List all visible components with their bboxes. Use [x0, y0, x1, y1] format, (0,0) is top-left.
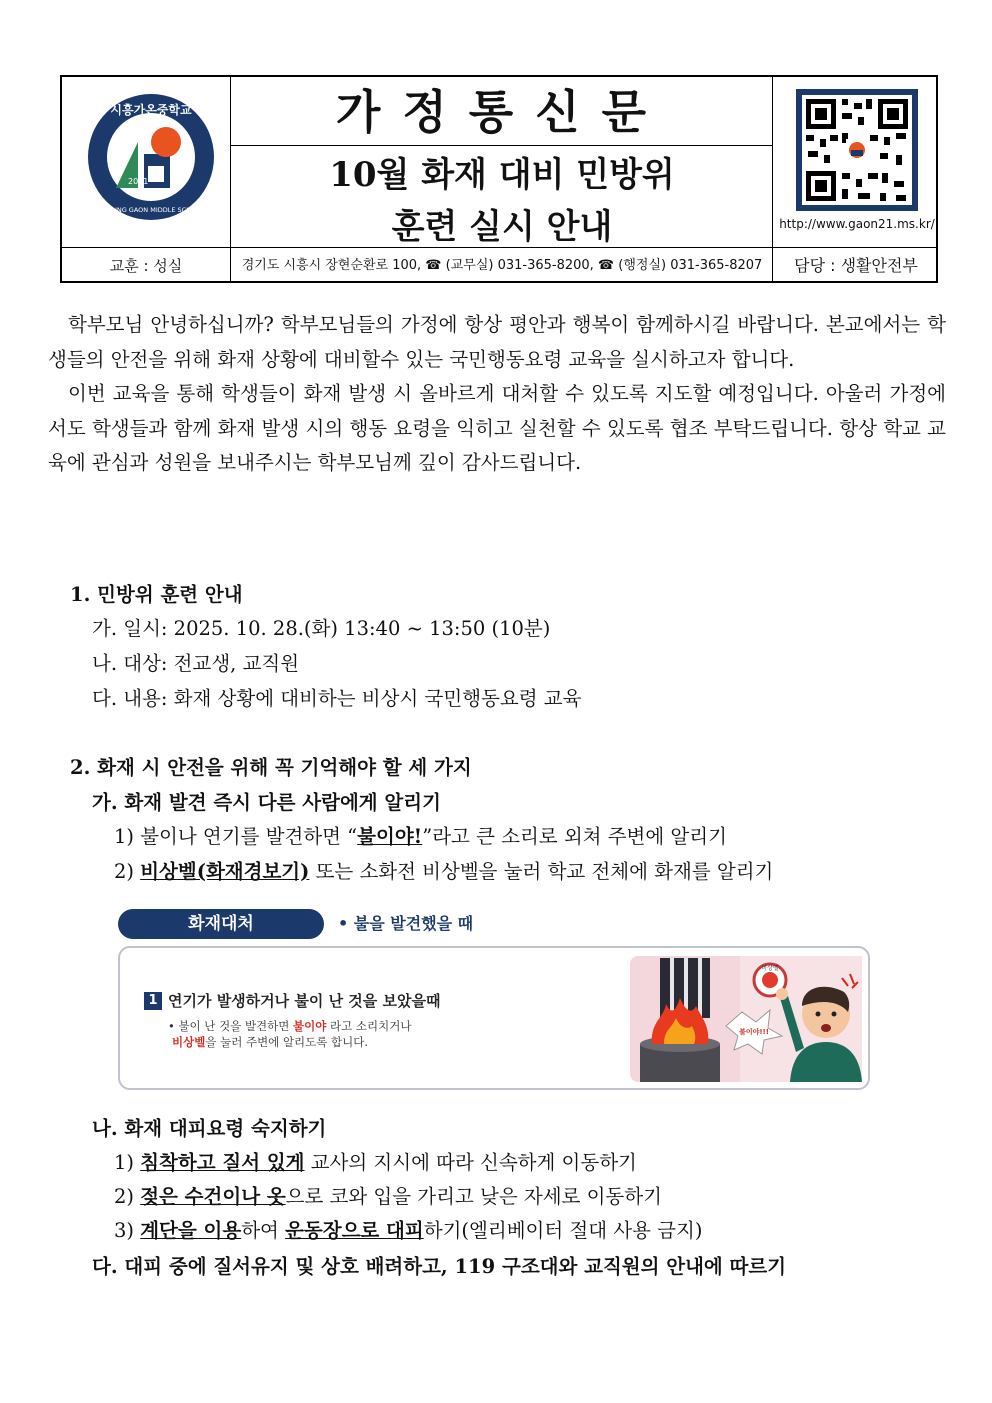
emphasis-text: 불이야! [357, 825, 423, 848]
text-run: ”라고 큰 소리로 외쳐 주변에 알리기 [422, 825, 727, 848]
figure-box [118, 946, 870, 1090]
speech-bubble: 불이야!!! [739, 1028, 769, 1036]
text-run: 1) [114, 1151, 141, 1174]
text-run: 2) [114, 1185, 141, 1208]
figure-line-1 [168, 1018, 411, 1034]
page-subtitle [232, 149, 772, 253]
intro-paragraph-1: 학부모님 안녕하십니까? 학부모님들의 가정에 항상 평안과 행복이 함께하시길 바랍니다. 본교에서는 학생들의 안전을 위해 화재 상황에 대비할수 있는 국민행동요령 교육을 실시하고자 합니다. [48, 313, 946, 371]
emphasis-text: 비상벨 [172, 1035, 206, 1049]
logo-text-top: 시흥가온중학교 [110, 103, 192, 117]
text-run: • 불이 난 것을 발견하면 [168, 1019, 294, 1033]
figure-banner: 화재대처 [118, 909, 324, 939]
figure-line-2 [172, 1034, 368, 1050]
section-1-item: 다. 내용: 화재 상황에 대비하는 비상시 국민행동요령 교육 [92, 687, 582, 710]
logo-year: 2021 [128, 177, 149, 186]
section-2b-title: 나. 화재 대피요령 숙지하기 [92, 1117, 327, 1140]
school-address: 경기도 시흥시 장현순환로 100, ☎ (교무실) 031-365-8200, ☎ (행정실) 031-365-8207 [241, 258, 763, 273]
text-run: 으로 코와 입을 가리고 낮은 자세로 이동하기 [285, 1185, 662, 1208]
subtitle-line-2: 훈련 실시 안내 [391, 207, 613, 247]
section-2b-item-3 [114, 1214, 702, 1249]
school-logo [86, 92, 216, 222]
section-2c-title: 다. 대피 중에 질서유지 및 상호 배려하고, 119 구조대와 교직원의 안내에 따르기 [92, 1255, 787, 1278]
responsible-dept: 담당 : 생활안전부 [794, 256, 918, 275]
bell-label: 비상벨 [761, 965, 779, 972]
text-run: 하여 [241, 1219, 286, 1242]
section-2a-item-1 [114, 820, 727, 855]
header-table [60, 75, 938, 283]
text-run: 2) [114, 860, 141, 883]
text-run: 또는 소화전 비상벨을 눌러 학교 전체에 화재를 알리기 [309, 860, 774, 883]
section-2b-item-1 [114, 1146, 637, 1181]
subtitle-line-1: 10월 화재 대비 민방위 [329, 155, 675, 195]
fire-alarm-illustration [630, 956, 862, 1082]
text-run: 교사의 지시에 따라 신속하게 이동하기 [304, 1151, 637, 1174]
section-2-heading: 2. 화재 시 안전을 위해 꼭 기억해야 할 세 가지 [70, 756, 472, 779]
figure-heading: 연기가 발생하거나 불이 난 것을 보았을때 [168, 992, 441, 1010]
intro-text [48, 308, 946, 481]
section-1-item: 나. 대상: 전교생, 교직원 [92, 652, 300, 675]
school-motto: 교훈 : 성실 [109, 257, 183, 275]
text-run: 을 눌러 주변에 알리도록 합니다. [205, 1035, 369, 1049]
figure-number-badge: 1 [144, 992, 162, 1010]
section-2a-item-2 [114, 855, 773, 890]
text-run: 1) 불이나 연기를 발견하면 “ [114, 825, 358, 848]
emphasis-text: 계단을 이용 [140, 1219, 242, 1242]
qr-code[interactable] [796, 89, 918, 211]
emphasis-text: 비상벨(화재경보기) [140, 860, 310, 883]
section-2a-title: 가. 화재 발견 즉시 다른 사람에게 알리기 [92, 791, 441, 814]
figure-banner-subtitle: • 불을 발견했을 때 [338, 914, 474, 933]
text-run: 라고 소리치거나 [326, 1019, 412, 1033]
page-title: 가정통신문 [335, 85, 669, 139]
text-run: 하기(엘리베이터 절대 사용 금지) [423, 1219, 703, 1242]
section-2b-item-2 [114, 1180, 662, 1215]
section-1-heading: 1. 민방위 훈련 안내 [70, 583, 243, 606]
intro-paragraph-2: 이번 교육을 통해 학생들이 화재 발생 시 올바르게 대처할 수 있도록 지도할 예정입니다. 아울러 가정에서도 학생들과 함께 화재 발생 시의 행동 요령을 익히고 실천할 수 있도록 협조 부탁드립니다. 항상 학교 교육에 관심과 성원을 보내주시는 학부모님께 깊이 감사드립니다. [48, 382, 946, 474]
text-run: 3) [114, 1219, 141, 1242]
logo-text-bottom: SIHEUNG GAON MIDDLE SCHOOL [97, 206, 205, 214]
emphasis-text: 불이야 [293, 1019, 327, 1033]
emphasis-text: 젖은 수건이나 옷 [140, 1185, 286, 1208]
school-url[interactable]: http://www.gaon21.ms.kr/ [779, 217, 935, 231]
emphasis-text: 침착하고 질서 있게 [140, 1151, 305, 1174]
emphasis-text: 운동장으로 대피 [285, 1219, 424, 1242]
section-1-item: 가. 일시: 2025. 10. 28.(화) 13:40 ~ 13:50 (10분) [92, 617, 551, 640]
